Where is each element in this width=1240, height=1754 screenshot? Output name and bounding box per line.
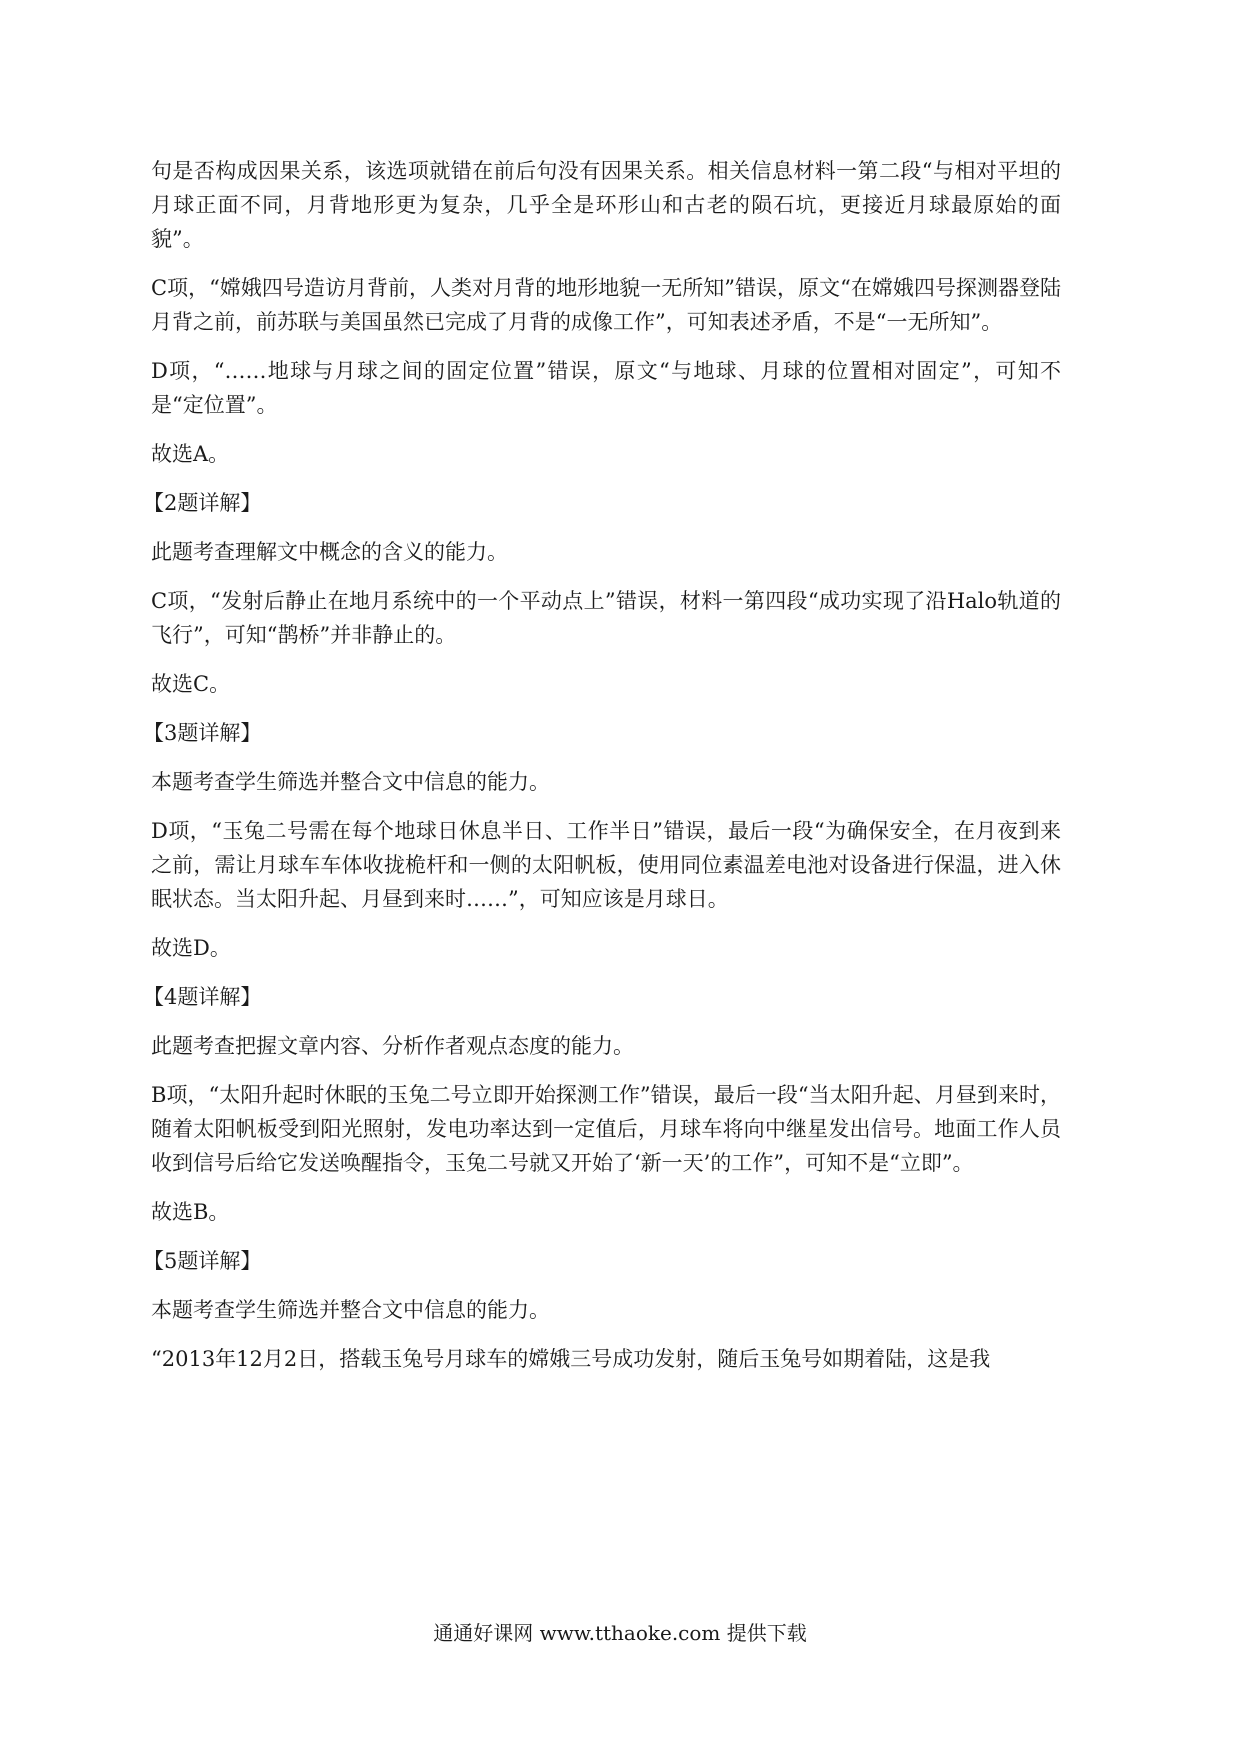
heading-q5: 【5题详解】 bbox=[143, 1249, 262, 1273]
paragraph-q4-option-b: B项，“太阳升起时休眠的玉兔二号立即开始探测工作”错误，最后一段“当太阳升起、月昼到来时，随着太阳帆板受到阳光照射，发电功率达到一定值后，月球车将向中继星发出信号。地面工作人员收到信号后给它发送唤醒指令，玉兔二号就又开始了‘新一天’的工作”，可知不是“立即”。 bbox=[151, 1083, 1061, 1175]
document-body bbox=[143, 154, 1061, 1391]
heading-q4: 【4题详解】 bbox=[143, 985, 262, 1009]
page-footer: 通通好课网 www.tthaoke.com 提供下载 bbox=[433, 1621, 807, 1645]
paragraph-option-c: C项，“嫦娥四号造访月背前，人类对月背的地形地貌一无所知”错误，原文“在嫦娥四号探测器登陆月背之前，前苏联与美国虽然已完成了月背的成像工作”，可知表述矛盾，不是“一无所知”。 bbox=[151, 276, 1061, 334]
paragraph-option-b-continued: 句是否构成因果关系，该选项就错在前后句没有因果关系。相关信息材料一第二段“与相对平坦的月球正面不同，月背地形更为复杂，几乎全是环形山和古老的陨石坑，更接近月球最原始的面貌”。 bbox=[151, 159, 1061, 251]
paragraph-q5-quote: “2013年12月2日，搭载玉兔号月球车的嫦娥三号成功发射，随后玉兔号如期着陆，这是我 bbox=[151, 1347, 991, 1371]
paragraph-q3-intro: 本题考查学生筛选并整合文中信息的能力。 bbox=[151, 770, 550, 794]
answer-q4: 故选B。 bbox=[151, 1200, 230, 1224]
heading-q3: 【3题详解】 bbox=[143, 721, 262, 745]
paragraph-q2-intro: 此题考查理解文中概念的含义的能力。 bbox=[151, 540, 508, 564]
heading-q2: 【2题详解】 bbox=[143, 491, 262, 515]
paragraph-q4-intro: 此题考查把握文章内容、分析作者观点态度的能力。 bbox=[151, 1034, 634, 1058]
answer-q3: 故选D。 bbox=[151, 936, 231, 960]
paragraph-q2-option-c: C项，“发射后静止在地月系统中的一个平动点上”错误，材料一第四段“成功实现了沿Halo轨道的飞行”，可知“鹊桥”并非静止的。 bbox=[151, 589, 1061, 647]
answer-q1: 故选A。 bbox=[151, 442, 230, 466]
answer-q2: 故选C。 bbox=[151, 672, 231, 696]
paragraph-q5-intro: 本题考查学生筛选并整合文中信息的能力。 bbox=[151, 1298, 550, 1322]
paragraph-option-d: D项，“……地球与月球之间的固定位置”错误，原文“与地球、月球的位置相对固定”，可知不是“定位置”。 bbox=[151, 359, 1061, 417]
paragraph-q3-option-d: D项，“玉兔二号需在每个地球日休息半日、工作半日”错误，最后一段“为确保安全，在月夜到来之前，需让月球车车体收拢桅杆和一侧的太阳帆板，使用同位素温差电池对设备进行保温，进入休眠状态。当太阳升起、月昼到来时……”，可知应该是月球日。 bbox=[151, 819, 1061, 911]
